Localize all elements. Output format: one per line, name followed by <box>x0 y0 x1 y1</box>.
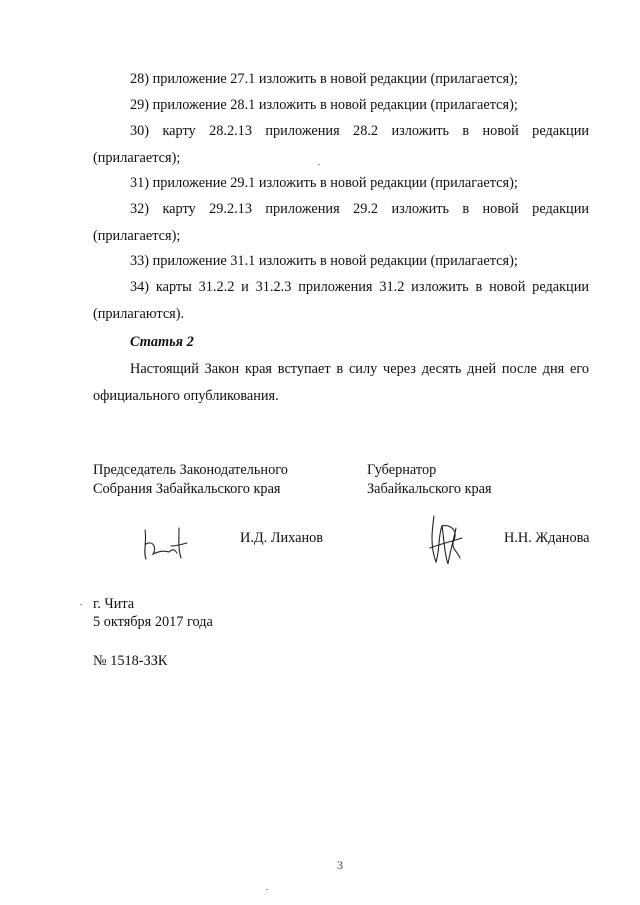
list-item: 34) карты 31.2.2 и 31.2.3 приложения 31.2 изложить в новой редакции (прилагаются). <box>93 279 589 322</box>
right-signatory-title-line1: Губернатор <box>367 462 437 478</box>
list-item: 32) карту 29.2.13 приложения 29.2 изложить в новой редакции (прилагается); <box>93 201 589 244</box>
date: 5 октября 2017 года <box>93 614 213 630</box>
left-signatory-title-line1: Председатель Законодательного <box>93 462 288 478</box>
list-item: 29) приложение 28.1 изложить в новой редакции (прилагается); <box>130 97 518 113</box>
article-text: Настоящий Закон края вступает в силу через десять дней после дня его официального опубликования. <box>93 361 589 404</box>
scan-speck <box>80 604 82 605</box>
page-number: 3 <box>337 858 343 872</box>
list-item: 28) приложение 27.1 изложить в новой редакции (прилагается); <box>130 71 518 87</box>
right-signatory-name: Н.Н. Жданова <box>504 530 590 546</box>
law-number: № 1518-ЗЗК <box>93 653 168 669</box>
scan-speck <box>318 164 320 165</box>
left-signatory-name: И.Д. Лиханов <box>240 530 324 546</box>
list-item: 33) приложение 31.1 изложить в новой редакции (прилагается); <box>130 253 518 269</box>
list-item: 30) карту 28.2.13 приложения 28.2 изложить в новой редакции (прилагается); <box>93 123 589 166</box>
list-item: 31) приложение 29.1 изложить в новой редакции (прилагается); <box>130 175 518 191</box>
left-signatory-title-line2: Собрания Забайкальского края <box>93 481 281 497</box>
right-signatory-title-line2: Забайкальского края <box>367 481 492 497</box>
right-signature <box>420 508 470 570</box>
city: г. Чита <box>93 596 135 612</box>
left-signature <box>135 522 195 564</box>
article-heading: Статья 2 <box>130 334 194 350</box>
scan-speck <box>266 889 268 890</box>
